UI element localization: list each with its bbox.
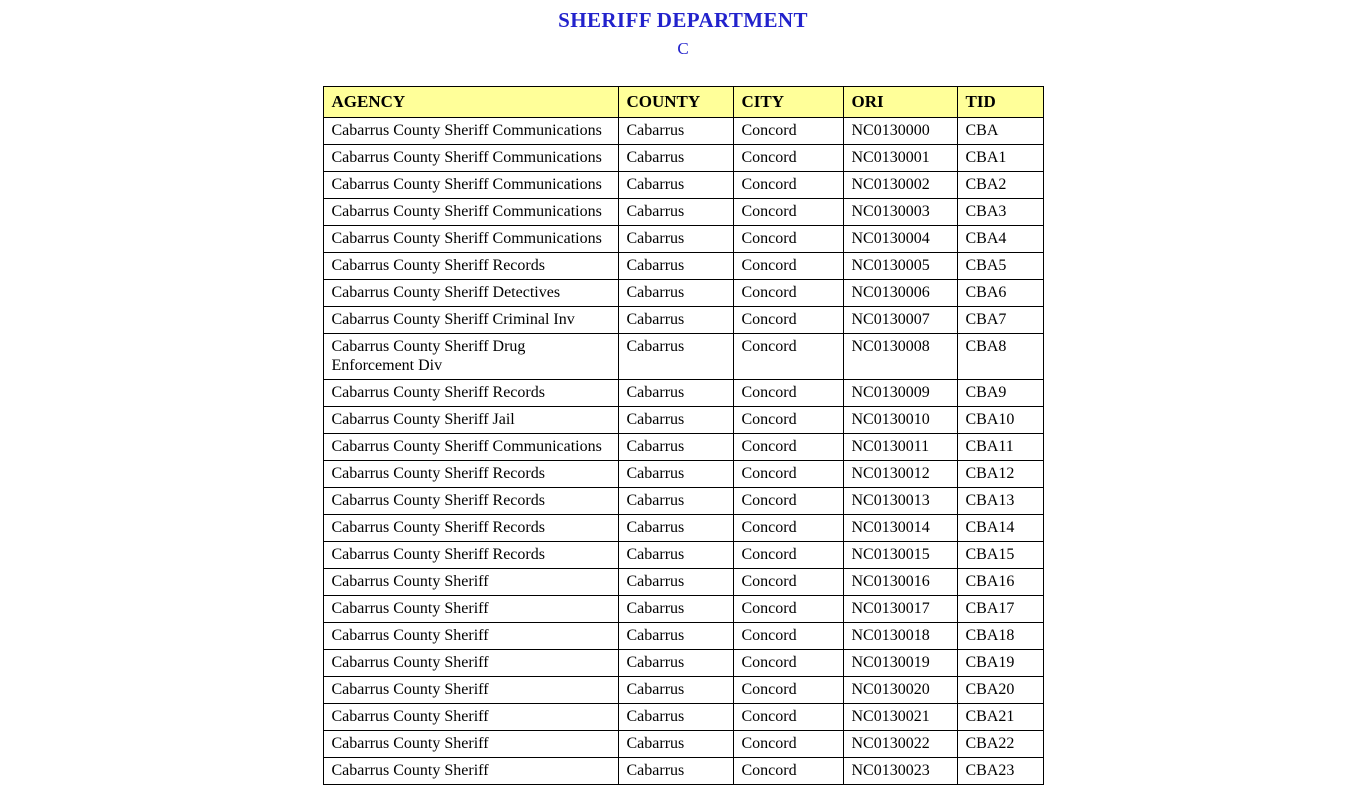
page-subtitle: C [677, 39, 689, 58]
table-row [323, 515, 1043, 542]
cell-tid: CBA23 [957, 758, 1043, 785]
cell-ori: NC0130021 [843, 704, 957, 731]
cell-agency: Cabarrus County Sheriff [323, 677, 618, 704]
cell-agency: Cabarrus County Sheriff Jail [323, 407, 618, 434]
cell-agency: Cabarrus County Sheriff Criminal Inv [323, 307, 618, 334]
cell-county: Cabarrus [618, 280, 733, 307]
cell-tid: CBA3 [957, 199, 1043, 226]
cell-agency: Cabarrus County Sheriff Detectives [323, 280, 618, 307]
cell-ori: NC0130001 [843, 145, 957, 172]
cell-city: Concord [733, 623, 843, 650]
cell-ori: NC0130015 [843, 542, 957, 569]
table-row [323, 758, 1043, 785]
table-row [323, 704, 1043, 731]
cell-agency: Cabarrus County Sheriff Records [323, 380, 618, 407]
cell-tid: CBA10 [957, 407, 1043, 434]
cell-agency: Cabarrus County Sheriff Records [323, 253, 618, 280]
table-header-row [323, 87, 1043, 118]
table-row [323, 145, 1043, 172]
cell-city: Concord [733, 407, 843, 434]
table-row [323, 650, 1043, 677]
cell-ori: NC0130016 [843, 569, 957, 596]
cell-agency: Cabarrus County Sheriff Records [323, 461, 618, 488]
cell-city: Concord [733, 731, 843, 758]
cell-city: Concord [733, 434, 843, 461]
cell-city: Concord [733, 488, 843, 515]
cell-agency: Cabarrus County Sheriff Communications [323, 226, 618, 253]
cell-agency: Cabarrus County Sheriff [323, 596, 618, 623]
cell-county: Cabarrus [618, 488, 733, 515]
cell-city: Concord [733, 542, 843, 569]
cell-county: Cabarrus [618, 704, 733, 731]
cell-tid: CBA8 [957, 334, 1043, 380]
cell-county: Cabarrus [618, 623, 733, 650]
cell-ori: NC0130020 [843, 677, 957, 704]
cell-county: Cabarrus [618, 307, 733, 334]
cell-tid: CBA17 [957, 596, 1043, 623]
cell-county: Cabarrus [618, 731, 733, 758]
cell-county: Cabarrus [618, 253, 733, 280]
cell-county: Cabarrus [618, 515, 733, 542]
cell-agency: Cabarrus County Sheriff [323, 758, 618, 785]
table-row [323, 677, 1043, 704]
cell-county: Cabarrus [618, 650, 733, 677]
cell-tid: CBA20 [957, 677, 1043, 704]
cell-city: Concord [733, 461, 843, 488]
cell-city: Concord [733, 677, 843, 704]
cell-agency: Cabarrus County Sheriff [323, 623, 618, 650]
cell-county: Cabarrus [618, 380, 733, 407]
cell-county: Cabarrus [618, 199, 733, 226]
cell-tid: CBA13 [957, 488, 1043, 515]
cell-tid: CBA9 [957, 380, 1043, 407]
cell-tid: CBA [957, 118, 1043, 145]
cell-county: Cabarrus [618, 334, 733, 380]
page-title: SHERIFF DEPARTMENT [558, 8, 808, 32]
table-row [323, 623, 1043, 650]
cell-city: Concord [733, 199, 843, 226]
table-row [323, 488, 1043, 515]
cell-agency: Cabarrus County Sheriff Communications [323, 118, 618, 145]
cell-county: Cabarrus [618, 569, 733, 596]
cell-tid: CBA15 [957, 542, 1043, 569]
cell-tid: CBA16 [957, 569, 1043, 596]
column-header-city: CITY [733, 87, 843, 118]
cell-agency: Cabarrus County Sheriff Communications [323, 172, 618, 199]
cell-city: Concord [733, 334, 843, 380]
cell-city: Concord [733, 172, 843, 199]
cell-ori: NC0130000 [843, 118, 957, 145]
table-row [323, 461, 1043, 488]
cell-ori: NC0130005 [843, 253, 957, 280]
cell-agency: Cabarrus County Sheriff Communications [323, 145, 618, 172]
cell-city: Concord [733, 650, 843, 677]
cell-ori: NC0130003 [843, 199, 957, 226]
cell-city: Concord [733, 569, 843, 596]
cell-tid: CBA2 [957, 172, 1043, 199]
table-row [323, 280, 1043, 307]
cell-county: Cabarrus [618, 677, 733, 704]
column-header-ori: ORI [843, 87, 957, 118]
cell-city: Concord [733, 596, 843, 623]
cell-agency: Cabarrus County Sheriff Communications [323, 434, 618, 461]
table-row [323, 380, 1043, 407]
cell-ori: NC0130023 [843, 758, 957, 785]
cell-agency: Cabarrus County Sheriff [323, 569, 618, 596]
cell-ori: NC0130011 [843, 434, 957, 461]
cell-county: Cabarrus [618, 118, 733, 145]
agency-table [323, 86, 1044, 785]
table-row [323, 731, 1043, 758]
cell-tid: CBA14 [957, 515, 1043, 542]
cell-ori: NC0130017 [843, 596, 957, 623]
table-row [323, 118, 1043, 145]
cell-ori: NC0130019 [843, 650, 957, 677]
cell-county: Cabarrus [618, 434, 733, 461]
cell-agency: Cabarrus County Sheriff [323, 704, 618, 731]
cell-ori: NC0130008 [843, 334, 957, 380]
cell-tid: CBA21 [957, 704, 1043, 731]
cell-ori: NC0130004 [843, 226, 957, 253]
cell-city: Concord [733, 118, 843, 145]
table-row [323, 407, 1043, 434]
cell-city: Concord [733, 280, 843, 307]
table-row [323, 596, 1043, 623]
cell-tid: CBA11 [957, 434, 1043, 461]
cell-city: Concord [733, 380, 843, 407]
cell-tid: CBA4 [957, 226, 1043, 253]
cell-ori: NC0130006 [843, 280, 957, 307]
cell-tid: CBA22 [957, 731, 1043, 758]
cell-agency: Cabarrus County Sheriff Communications [323, 199, 618, 226]
table-row [323, 434, 1043, 461]
table-row [323, 307, 1043, 334]
cell-county: Cabarrus [618, 596, 733, 623]
cell-city: Concord [733, 145, 843, 172]
column-header-agency: AGENCY [323, 87, 618, 118]
cell-county: Cabarrus [618, 145, 733, 172]
cell-ori: NC0130012 [843, 461, 957, 488]
cell-tid: CBA1 [957, 145, 1043, 172]
cell-county: Cabarrus [618, 407, 733, 434]
cell-tid: CBA18 [957, 623, 1043, 650]
table-row [323, 334, 1043, 380]
cell-county: Cabarrus [618, 758, 733, 785]
cell-ori: NC0130013 [843, 488, 957, 515]
cell-city: Concord [733, 307, 843, 334]
cell-ori: NC0130002 [843, 172, 957, 199]
cell-tid: CBA12 [957, 461, 1043, 488]
cell-city: Concord [733, 704, 843, 731]
cell-ori: NC0130022 [843, 731, 957, 758]
column-header-county: COUNTY [618, 87, 733, 118]
cell-agency: Cabarrus County Sheriff [323, 731, 618, 758]
page [0, 8, 1366, 785]
cell-tid: CBA19 [957, 650, 1043, 677]
cell-city: Concord [733, 226, 843, 253]
cell-agency: Cabarrus County Sheriff Records [323, 488, 618, 515]
table-row [323, 253, 1043, 280]
cell-city: Concord [733, 253, 843, 280]
cell-agency: Cabarrus County Sheriff Drug Enforcement Div [323, 334, 618, 380]
table-row [323, 226, 1043, 253]
cell-tid: CBA5 [957, 253, 1043, 280]
cell-city: Concord [733, 758, 843, 785]
cell-county: Cabarrus [618, 542, 733, 569]
cell-county: Cabarrus [618, 461, 733, 488]
cell-city: Concord [733, 515, 843, 542]
table-row [323, 199, 1043, 226]
cell-ori: NC0130018 [843, 623, 957, 650]
column-header-tid: TID [957, 87, 1043, 118]
cell-agency: Cabarrus County Sheriff [323, 650, 618, 677]
table-row [323, 569, 1043, 596]
cell-ori: NC0130014 [843, 515, 957, 542]
table-row [323, 542, 1043, 569]
cell-county: Cabarrus [618, 226, 733, 253]
cell-ori: NC0130009 [843, 380, 957, 407]
cell-agency: Cabarrus County Sheriff Records [323, 542, 618, 569]
cell-tid: CBA7 [957, 307, 1043, 334]
cell-tid: CBA6 [957, 280, 1043, 307]
cell-ori: NC0130010 [843, 407, 957, 434]
table-body [323, 118, 1043, 785]
cell-ori: NC0130007 [843, 307, 957, 334]
cell-agency: Cabarrus County Sheriff Records [323, 515, 618, 542]
table-row [323, 172, 1043, 199]
cell-county: Cabarrus [618, 172, 733, 199]
